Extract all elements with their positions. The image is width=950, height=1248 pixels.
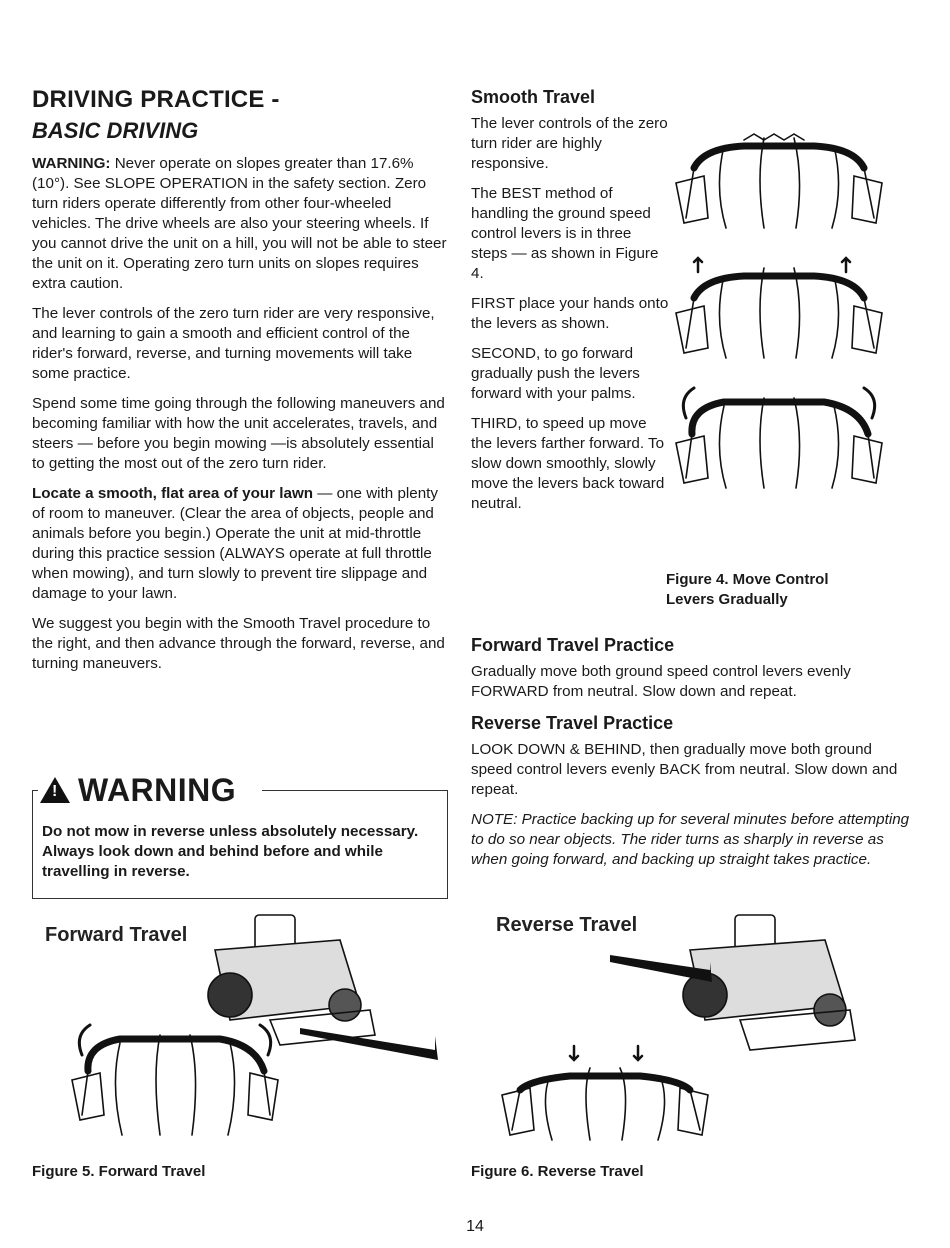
figure-6-illustration bbox=[480, 910, 890, 1150]
figure-5-label: Forward Travel bbox=[45, 924, 188, 946]
warning-word: WARNING bbox=[78, 771, 237, 808]
figure-5-caption: Figure 5. Forward Travel bbox=[32, 1163, 206, 1180]
locate-area-lead: Locate a smooth, flat area of your lawn bbox=[32, 485, 314, 502]
warning-triangle-icon: ! bbox=[40, 777, 70, 803]
warning-rule-left bbox=[32, 790, 38, 791]
smooth-p1: The lever controls of the zero turn rider are highly responsive. bbox=[471, 115, 668, 172]
smooth-p4: SECOND, to go forward gradually push the levers forward with your palms. bbox=[471, 345, 640, 402]
left-column bbox=[32, 86, 448, 684]
hands-on-levers-icon bbox=[676, 134, 882, 228]
lever-controls-paragraph: The lever controls of the zero turn rider are very responsive, and learning to gain a smooth and efficient control of the rider's forward, reverse, and turning movements will take some practice. bbox=[32, 305, 435, 382]
forward-practice-heading: Forward Travel Practice bbox=[471, 635, 675, 655]
smooth-travel-section bbox=[471, 86, 671, 524]
maneuvers-paragraph: Spend some time going through the following maneuvers and becoming familiar with how the unit accelerates, travels, and steers — before you begin mowing —is absolutely essential to getting the most out of the zero turn rider. bbox=[32, 395, 445, 472]
page-title: DRIVING PRACTICE - bbox=[32, 86, 280, 113]
reverse-practice-note: NOTE: Practice backing up for several minutes before attempting to do so near objects. The rider turns as sharply in reverse as when going forward, and backing up straight takes practice. bbox=[471, 811, 910, 868]
forward-arrow-icon bbox=[300, 1028, 438, 1060]
warning-body: Never operate on slopes greater than 17.6% (10°). See SLOPE OPERATION in the safety section. Zero turn riders operate differently from other four-wheeled vehicles. The drive wheels are also your steering wheels. If you cannot drive the unit on a hill, you will not be able to steer the unit on it. Operating zero turn units on slopes requires extra caution. bbox=[32, 155, 447, 292]
levers-hands-icon bbox=[502, 1046, 708, 1140]
figure-6-caption: Figure 6. Reverse Travel bbox=[471, 1163, 644, 1180]
mower-icon bbox=[208, 915, 375, 1045]
smooth-travel-heading: Smooth Travel bbox=[471, 87, 596, 107]
levers-forward-icon bbox=[676, 388, 882, 488]
smooth-p3: FIRST place your hands onto the levers as shown. bbox=[471, 295, 669, 332]
smooth-p5: THIRD, to speed up move the levers farther forward. To slow down smoothly, slowly move the levers back toward neutral. bbox=[471, 415, 665, 512]
warning-heading bbox=[40, 770, 242, 810]
suggestion-paragraph: We suggest you begin with the Smooth Travel procedure to the right, and then advance through the forward, reverse, and turning maneuvers. bbox=[32, 615, 445, 672]
figure-4-caption bbox=[666, 570, 829, 610]
page-subtitle: BASIC DRIVING bbox=[32, 118, 199, 143]
slope-warning-paragraph bbox=[32, 154, 448, 294]
locate-area-paragraph bbox=[32, 484, 448, 604]
levers-hands-icon bbox=[72, 1025, 278, 1135]
mower-icon bbox=[683, 915, 855, 1050]
figure-6-label: Reverse Travel bbox=[496, 914, 638, 936]
locate-area-body: — one with plenty of room to maneuver. (Clear the area of objects, people and animals before you begin.) Operate the unit at mid-throttle during this practice session (ALWAYS operate at full throttle when mowing), and turn slowly to prevent tire slippage and damage to your lawn. bbox=[32, 485, 438, 602]
figure-5-illustration bbox=[40, 910, 450, 1150]
warning-lead: WARNING: bbox=[32, 155, 111, 172]
forward-practice-text: Gradually move both ground speed control levers evenly FORWARD from neutral. Slow down and repeat. bbox=[471, 663, 851, 700]
figure-4-caption-line1: Figure 4. Move Control bbox=[666, 571, 829, 588]
page-number: 14 bbox=[466, 1218, 484, 1235]
smooth-p2: The BEST method of handling the ground speed control levers is in three steps — as shown in Figure 4. bbox=[471, 185, 659, 282]
practice-sections bbox=[471, 634, 911, 880]
warning-text: Do not mow in reverse unless absolutely necessary. Always look down and behind before and while travelling in reverse. bbox=[42, 823, 419, 880]
warning-box bbox=[32, 770, 448, 900]
warning-rule bbox=[262, 790, 448, 791]
reverse-practice-text: LOOK DOWN & BEHIND, then gradually move both ground speed control levers evenly BACK from neutral. Slow down and repeat. bbox=[471, 741, 898, 798]
push-levers-icon bbox=[676, 258, 882, 358]
figure-4-illustration bbox=[664, 128, 894, 508]
reverse-practice-heading: Reverse Travel Practice bbox=[471, 713, 674, 733]
figure-4-caption-line2: Levers Gradually bbox=[666, 591, 788, 608]
